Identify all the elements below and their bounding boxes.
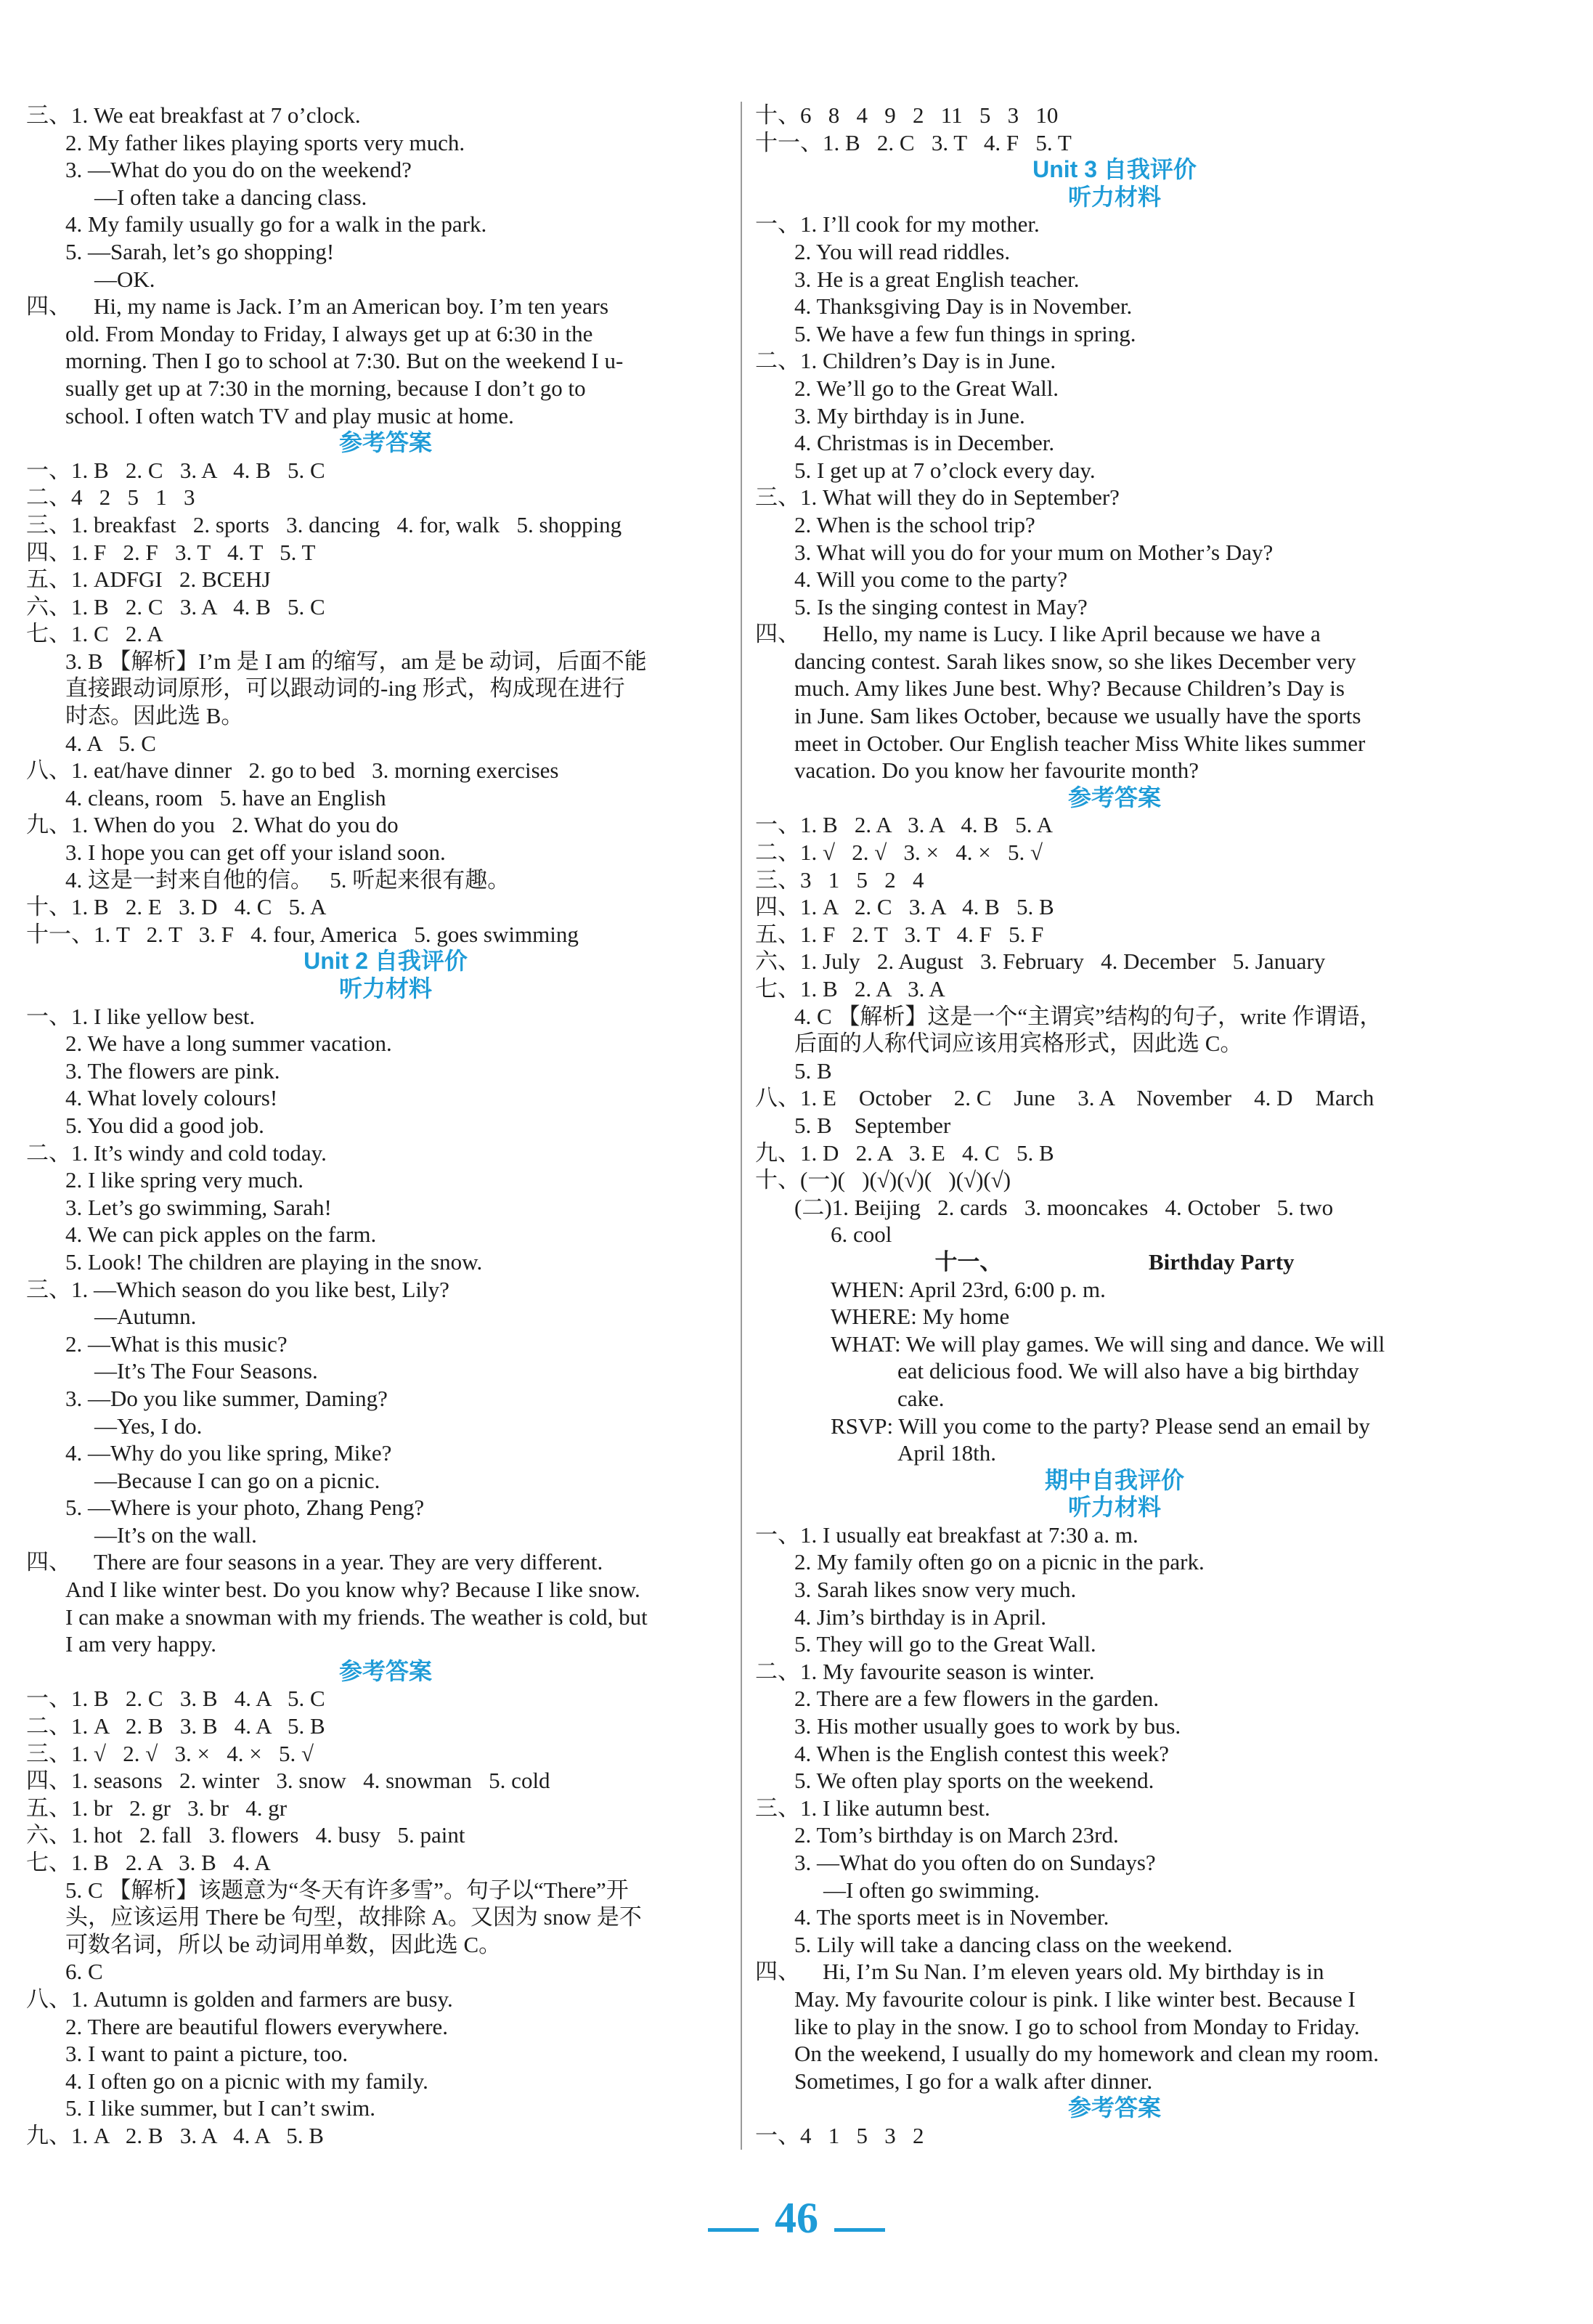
text-line: 六、1. B 2. C 3. A 4. B 5. C xyxy=(26,593,325,619)
text-line: cake. xyxy=(897,1385,945,1411)
text-line: —I often go swimming. xyxy=(823,1877,1040,1903)
text-line: 5. You did a good job. xyxy=(65,1112,264,1138)
section-heading: 参考答案 xyxy=(338,429,432,456)
text-line: 5. B xyxy=(794,1057,832,1084)
text-line: 三、1. —Which season do you like best, Lily? xyxy=(26,1276,449,1302)
text-line: 5. We have a few fun things in spring. xyxy=(794,320,1136,346)
text-line: 2. There are a few flowers in the garden. xyxy=(794,1686,1160,1712)
text-line: 六、1. July 2. August 3. February 4. December 5. January xyxy=(755,948,1326,975)
text-line: —It’s The Four Seasons. xyxy=(94,1358,318,1384)
text-line: —Because I can go on a picnic. xyxy=(94,1467,380,1493)
text-line: eat delicious food. We will also have a big birthday xyxy=(897,1358,1359,1384)
text-line: 5. —Sarah, let’s go shopping! xyxy=(65,238,335,264)
text-line: 十一、 Birthday Party xyxy=(934,1248,1295,1275)
text-line: RSVP: Will you come to the party? Please send an email by xyxy=(831,1413,1370,1439)
text-line: 可数名词，所以 be 动词用单数，因此选 C。 xyxy=(65,1931,502,1957)
section-heading: 期中自我评价 xyxy=(1044,1466,1184,1493)
text-line: 二、1. My favourite season is winter. xyxy=(755,1658,1095,1684)
text-line: 4. When is the English contest this week? xyxy=(794,1740,1169,1766)
section-heading: 参考答案 xyxy=(338,1657,432,1684)
text-line: dancing contest. Sarah likes snow, so she likes December very xyxy=(794,648,1356,674)
text-line: 三、1. √ 2. √ 3. × 4. × 5. √ xyxy=(26,1740,314,1766)
text-line: 直接跟动词原形，可以跟动词的-ing 形式，构成现在进行 xyxy=(65,675,625,702)
text-line: 头，应该运用 There be 句型，故排除 A。又因为 snow 是不 xyxy=(65,1904,642,1930)
text-line: 5. —Where is your photo, Zhang Peng? xyxy=(65,1495,425,1521)
text-line: much. Amy likes June best. Why? Because Children’s Day is xyxy=(794,675,1345,702)
text-line: WHEN: April 23rd, 6:00 p. m. xyxy=(831,1276,1106,1302)
text-line: 3. His mother usually goes to work by bus. xyxy=(794,1713,1181,1739)
text-line: 三、1. I like autumn best. xyxy=(755,1795,990,1821)
text-line: 一、1. B 2. C 3. B 4. A 5. C xyxy=(26,1686,325,1712)
text-line: 4. cleans, room 5. have an English xyxy=(65,784,386,810)
text-line: (二)1. Beijing 2. cards 3. mooncakes 4. October 5. two xyxy=(794,1194,1334,1220)
section-heading: 听力材料 xyxy=(1067,183,1161,210)
text-line: 4. The sports meet is in November. xyxy=(794,1904,1109,1930)
text-line: 一、1. I like yellow best. xyxy=(26,1003,256,1029)
text-line: —OK. xyxy=(94,266,155,292)
text-line: 2. My father likes playing sports very much. xyxy=(65,129,465,155)
text-line: 七、1. B 2. A 3. A xyxy=(755,976,945,1001)
text-line: meet in October. Our English teacher Miss White likes summer xyxy=(794,730,1366,756)
text-line: 4. What lovely colours! xyxy=(65,1085,278,1111)
text-line: 九、1. When do you 2. What do you do xyxy=(26,812,399,838)
text-line: 八、1. Autumn is golden and farmers are busy. xyxy=(26,1986,453,2012)
text-line: On the weekend, I usually do my homework and clean my room. xyxy=(794,2041,1379,2067)
text-line: 八、1. eat/have dinner 2. go to bed 3. morning exercises xyxy=(26,757,559,784)
text-line: 二、1. It’s windy and cold today. xyxy=(26,1139,327,1166)
text-line: 5. B September xyxy=(794,1112,951,1138)
text-line: 3. —What do you do on the weekend? xyxy=(65,157,412,183)
left-column xyxy=(26,102,745,2150)
text-line: 二、4 2 5 1 3 xyxy=(26,484,195,511)
section-heading: Unit 2 自我评价 xyxy=(303,948,468,975)
text-line: 3. I want to paint a picture, too. xyxy=(65,2041,349,2067)
right-column xyxy=(755,102,1474,2150)
text-line: 三、1. We eat breakfast at 7 o’clock. xyxy=(26,102,361,128)
text-line: 4. 这是一封来自他的信。 5. 听起来很有趣。 xyxy=(65,866,510,893)
footer-dash-right xyxy=(834,2228,885,2232)
text-line: 3. I hope you can get off your island soon. xyxy=(65,840,446,866)
text-line: 3. —Do you like summer, Daming? xyxy=(65,1385,388,1411)
text-line: 2. We’ll go to the Great Wall. xyxy=(794,375,1059,401)
text-line: 4. My family usually go for a walk in the park. xyxy=(65,211,487,237)
section-heading: 参考答案 xyxy=(1067,784,1161,810)
text-line: Sometimes, I go for a walk after dinner. xyxy=(794,2068,1153,2094)
text-line: 五、1. br 2. gr 3. br 4. gr xyxy=(26,1795,288,1821)
text-line: 六、1. hot 2. fall 3. flowers 4. busy 5. paint xyxy=(26,1822,465,1848)
text-line: April 18th. xyxy=(897,1440,997,1466)
text-line: 3. He is a great English teacher. xyxy=(794,266,1080,292)
text-line: in June. Sam likes October, because we usually have the sports xyxy=(794,703,1361,729)
section-heading: 听力材料 xyxy=(1067,1494,1161,1521)
text-line: 6. C xyxy=(65,1959,103,1985)
text-line: 四、 Hello, my name is Lucy. I like April because we have a xyxy=(755,621,1321,647)
text-line: WHAT: We will play games. We will sing and dance. We will xyxy=(831,1330,1385,1357)
text-line: 2. There are beautiful flowers everywhere. xyxy=(65,2013,449,2039)
text-line: 一、4 1 5 3 2 xyxy=(755,2122,924,2148)
text-line: like to play in the snow. I go to school from Monday to Friday. xyxy=(794,2013,1360,2039)
text-line: 一、1. B 2. C 3. A 4. B 5. C xyxy=(26,457,325,483)
text-line: WHERE: My home xyxy=(831,1304,1010,1330)
text-line: 十、(一)( )(√)(√)( )(√)(√) xyxy=(755,1167,1011,1193)
text-line: 5. We often play sports on the weekend. xyxy=(794,1768,1154,1794)
text-line: 五、1. F 2. T 3. T 4. F 5. F xyxy=(755,921,1044,947)
text-line: 2. We have a long summer vacation. xyxy=(65,1031,392,1057)
text-line: 一、1. I’ll cook for my mother. xyxy=(755,211,1040,237)
text-line: 二、1. Children’s Day is in June. xyxy=(755,348,1056,374)
text-line: 十、1. B 2. E 3. D 4. C 5. A xyxy=(26,894,327,920)
text-line: 2. Tom’s birthday is on March 23rd. xyxy=(794,1822,1119,1848)
text-line: 十一、1. B 2. C 3. T 4. F 5. T xyxy=(755,129,1072,155)
column-divider xyxy=(741,102,742,2150)
text-line: 4. Jim’s birthday is in April. xyxy=(794,1604,1047,1630)
text-line: morning. Then I go to school at 7:30. But on the weekend I u- xyxy=(65,348,624,374)
text-line: 3. —What do you often do on Sundays? xyxy=(794,1850,1156,1875)
text-line: 4. Christmas is in December. xyxy=(794,430,1055,456)
section-heading: 听力材料 xyxy=(338,975,432,1001)
footer-dash-left xyxy=(708,2228,759,2232)
page-footer xyxy=(0,2193,1593,2243)
text-line: 一、1. I usually eat breakfast at 7:30 a. m. xyxy=(755,1521,1138,1548)
text-line: 4. A 5. C xyxy=(65,730,156,756)
text-line: 5. Lily will take a dancing class on the weekend. xyxy=(794,1931,1233,1957)
text-line: 七、1. C 2. A xyxy=(26,621,163,647)
page-number: 46 xyxy=(775,2194,818,2242)
text-line: 四、1. A 2. C 3. A 4. B 5. B xyxy=(755,894,1054,920)
text-line: sually get up at 7:30 in the morning, because I don’t go to xyxy=(65,375,586,401)
text-line: I am very happy. xyxy=(65,1631,217,1657)
text-line: 五、1. ADFGI 2. BCEHJ xyxy=(26,566,271,593)
text-line: 3. My birthday is in June. xyxy=(794,402,1025,428)
text-line: 5. C 【解析】该题意为“冬天有许多雪”。句子以“There”开 xyxy=(65,1877,629,1903)
text-line: 4. C 【解析】这是一个“主谓宾”结构的句子，write 作谓语， xyxy=(794,1003,1382,1029)
text-line: —It’s on the wall. xyxy=(94,1521,257,1548)
text-line: 3. B 【解析】I’m 是 I am 的缩写，am 是 be 动词，后面不能 xyxy=(65,648,647,674)
text-line: 三、1. What will they do in September? xyxy=(755,484,1120,511)
text-line: 2. You will read riddles. xyxy=(794,238,1011,264)
text-line: 二、1. √ 2. √ 3. × 4. × 5. √ xyxy=(755,840,1043,866)
text-line: 四、1. seasons 2. winter 3. snow 4. snowman 5. cold xyxy=(26,1768,550,1794)
text-line: 4. We can pick apples on the farm. xyxy=(65,1222,377,1248)
text-line: 4. Thanksgiving Day is in November. xyxy=(794,293,1133,320)
text-line: 4. Will you come to the party? xyxy=(794,566,1068,593)
text-line: 三、1. breakfast 2. sports 3. dancing 4. for, walk 5. shopping xyxy=(26,511,622,537)
text-line: old. From Monday to Friday, I always get up at 6:30 in the xyxy=(65,320,593,346)
text-line: 九、1. A 2. B 3. A 4. A 5. B xyxy=(26,2122,324,2148)
text-line: 四、1. F 2. F 3. T 4. T 5. T xyxy=(26,539,316,565)
text-line: 5. I like summer, but I can’t swim. xyxy=(65,2095,375,2121)
text-line: 4. —Why do you like spring, Mike? xyxy=(65,1440,392,1466)
text-line: 二、1. A 2. B 3. B 4. A 5. B xyxy=(26,1713,325,1739)
text-line: 四、 There are four seasons in a year. They are very different. xyxy=(26,1549,603,1575)
text-line: 5. They will go to the Great Wall. xyxy=(794,1631,1096,1657)
text-line: 一、1. B 2. A 3. A 4. B 5. A xyxy=(755,812,1053,838)
text-line: 5. I get up at 7 o’clock every day. xyxy=(794,457,1096,483)
text-line: 3. Let’s go swimming, Sarah! xyxy=(65,1194,332,1220)
text-line: 十一、1. T 2. T 3. F 4. four, America 5. goes swimming xyxy=(26,921,579,947)
section-heading: Unit 3 自我评价 xyxy=(1032,156,1197,183)
text-line: May. My favourite colour is pink. I like winter best. Because I xyxy=(794,1986,1356,2012)
text-line: 时态。因此选 B。 xyxy=(65,703,244,729)
text-line: And I like winter best. Do you know why? Because I like snow. xyxy=(65,1577,640,1603)
text-line: vacation. Do you know her favourite month? xyxy=(794,757,1199,784)
text-line: 四、 Hi, my name is Jack. I’m an American boy. I’m ten years xyxy=(26,293,609,320)
text-line: 八、1. E October 2. C June 3. A November 4. D March xyxy=(755,1085,1374,1111)
section-heading: 参考答案 xyxy=(1067,2095,1161,2121)
text-line: 5. Look! The children are playing in the snow. xyxy=(65,1248,483,1275)
text-line: 4. I often go on a picnic with my family. xyxy=(65,2068,428,2094)
text-line: —I often take a dancing class. xyxy=(94,184,367,210)
text-line: 三、3 1 5 2 4 xyxy=(755,866,924,893)
text-line: 5. Is the singing contest in May? xyxy=(794,593,1088,619)
text-line: 四、 Hi, I’m Su Nan. I’m eleven years old. My birthday is in xyxy=(755,1959,1324,1985)
text-line: 3. Sarah likes snow very much. xyxy=(794,1577,1077,1603)
text-line: 十、6 8 4 9 2 11 5 3 10 xyxy=(755,102,1059,128)
text-line: 七、1. B 2. A 3. B 4. A xyxy=(26,1850,271,1875)
text-line: —Yes, I do. xyxy=(94,1413,203,1439)
text-line: 6. cool xyxy=(831,1222,892,1248)
text-line: 后面的人称代词应该用宾格形式，因此选 C。 xyxy=(794,1031,1243,1057)
text-line: —Autumn. xyxy=(94,1304,197,1330)
text-line: I can make a snowman with my friends. The weather is cold, but xyxy=(65,1604,648,1630)
text-line: 2. I like spring very much. xyxy=(65,1167,304,1193)
text-line: 3. The flowers are pink. xyxy=(65,1057,280,1084)
text-line: 2. —What is this music? xyxy=(65,1330,288,1357)
text-line: 2. My family often go on a picnic in the park. xyxy=(794,1549,1205,1575)
text-line: 3. What will you do for your mum on Mother’s Day? xyxy=(794,539,1274,565)
text-line: school. I often watch TV and play music at home. xyxy=(65,402,514,428)
text-line: 2. When is the school trip? xyxy=(794,511,1035,537)
text-line: 九、1. D 2. A 3. E 4. C 5. B xyxy=(755,1139,1054,1166)
